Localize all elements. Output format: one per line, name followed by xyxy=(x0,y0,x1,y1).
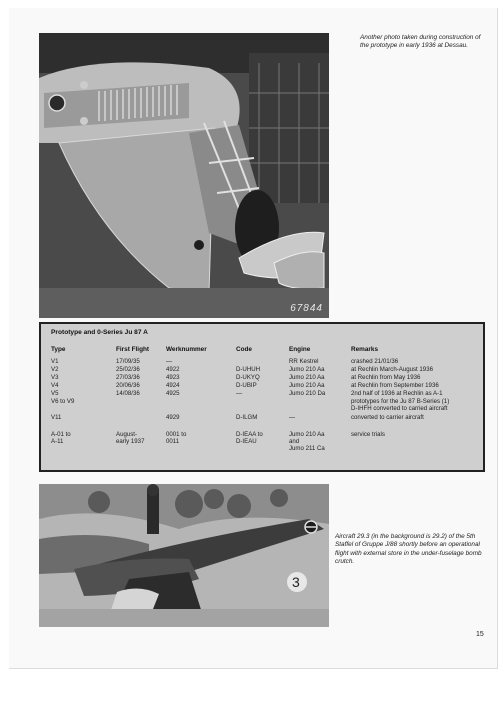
table-cell-engine: RR Kestrel xyxy=(289,358,319,365)
table-cell-remarks: at Rechlin from September 1936 xyxy=(351,382,439,389)
table-cell-werknummer: 4929 xyxy=(166,414,180,421)
column-header-first-flight: First Flight xyxy=(116,346,150,353)
page-number: 15 xyxy=(476,631,484,638)
table-cell-first-flight: 14/08/36 xyxy=(116,390,140,397)
svg-text:3: 3 xyxy=(292,574,300,590)
column-header-werknummer: Werknummer xyxy=(166,346,207,353)
table-cell-first-flight: 17/09/35 xyxy=(116,358,140,365)
column-header-code: Code xyxy=(236,346,252,353)
table-cell-werknummer: 4923 xyxy=(166,374,180,381)
column-header-engine: Engine xyxy=(289,346,311,353)
table-cell-werknummer: — xyxy=(166,358,173,365)
table-cell-werknummer: 4925 xyxy=(166,390,180,397)
table-cell-code: — xyxy=(236,390,243,397)
table-cell-remarks: 2nd half of 1936 at Rechlin as A-1 xyxy=(351,390,443,397)
column-header-type: Type xyxy=(51,346,66,353)
table-cell-type: V5 xyxy=(51,390,59,397)
table-cell-remarks: at Rechlin from May 1936 xyxy=(351,374,421,381)
table-cell-type: V11 xyxy=(51,414,62,421)
table-cell-engine: Jumo 210 Aa xyxy=(289,374,325,381)
table-cell-type: A-01 to A-11 xyxy=(51,431,71,446)
table-cell-remarks: converted to carrier aircraft xyxy=(351,414,424,421)
table-cell-first-flight: 20/06/36 xyxy=(116,382,140,389)
table-cell-type: V6 to V9 xyxy=(51,398,75,405)
table-cell-engine: Jumo 210 Aa xyxy=(289,366,325,373)
table-cell-remarks: service trials xyxy=(351,431,385,438)
table-cell-code: D-UHUH xyxy=(236,366,261,373)
construction-photo-illustration xyxy=(39,33,329,318)
table-cell-engine: Jumo 210 Aa xyxy=(289,382,325,389)
table-cell-first-flight: 27/03/36 xyxy=(116,374,140,381)
column-header-remarks: Remarks xyxy=(351,346,379,353)
table-cell-type: V1 xyxy=(51,358,59,365)
bottom-photo-caption: Aircraft 29.3 (in the background is 29.2) of the 5th Staffel of Gruppe J/88 shortly before an operational flight with external store in the under-fuselage bomb crutch. xyxy=(335,533,482,566)
table-cell-remarks: at Rechlin March-August 1936 xyxy=(351,366,433,373)
table-cell-type: V2 xyxy=(51,366,59,373)
photo-negative-number: 67844 xyxy=(290,303,323,314)
table-cell-remarks: prototypes for the Ju 87 B-Series (1) D-IHFH converted to carried aircraft xyxy=(351,398,450,413)
table-cell-engine: — xyxy=(289,414,296,421)
table-cell-type: V3 xyxy=(51,374,59,381)
table-cell-first-flight: 25/02/36 xyxy=(116,366,140,373)
table-cell-werknummer: 0001 to 0011 xyxy=(166,431,187,446)
table-cell-engine: Jumo 210 Aa and Jumo 211 Ca xyxy=(289,431,325,453)
table-cell-engine: Jumo 210 Da xyxy=(289,390,326,397)
table-cell-type: V4 xyxy=(51,382,59,389)
table-cell-first-flight: August- early 1937 xyxy=(116,431,145,446)
aircraft-photo-illustration xyxy=(39,484,329,627)
table-cell-code: D-IEAA to D-IEAU xyxy=(236,431,263,446)
table-cell-remarks: crashed 21/01/36 xyxy=(351,358,399,365)
table-title: Prototype and 0-Series Ju 87 A xyxy=(51,329,148,336)
aircraft-photo xyxy=(39,484,329,627)
table-cell-code: D-UKYQ xyxy=(236,374,260,381)
top-photo-caption: Another photo taken during construction of the prototype in early 1936 at Dessau. xyxy=(360,34,481,50)
prototype-table xyxy=(39,322,485,472)
construction-photo xyxy=(39,33,329,318)
table-cell-code: D-ILGM xyxy=(236,414,258,421)
table-cell-code: D-UBIP xyxy=(236,382,257,389)
table-cell-werknummer: 4922 xyxy=(166,366,180,373)
table-cell-werknummer: 4924 xyxy=(166,382,180,389)
